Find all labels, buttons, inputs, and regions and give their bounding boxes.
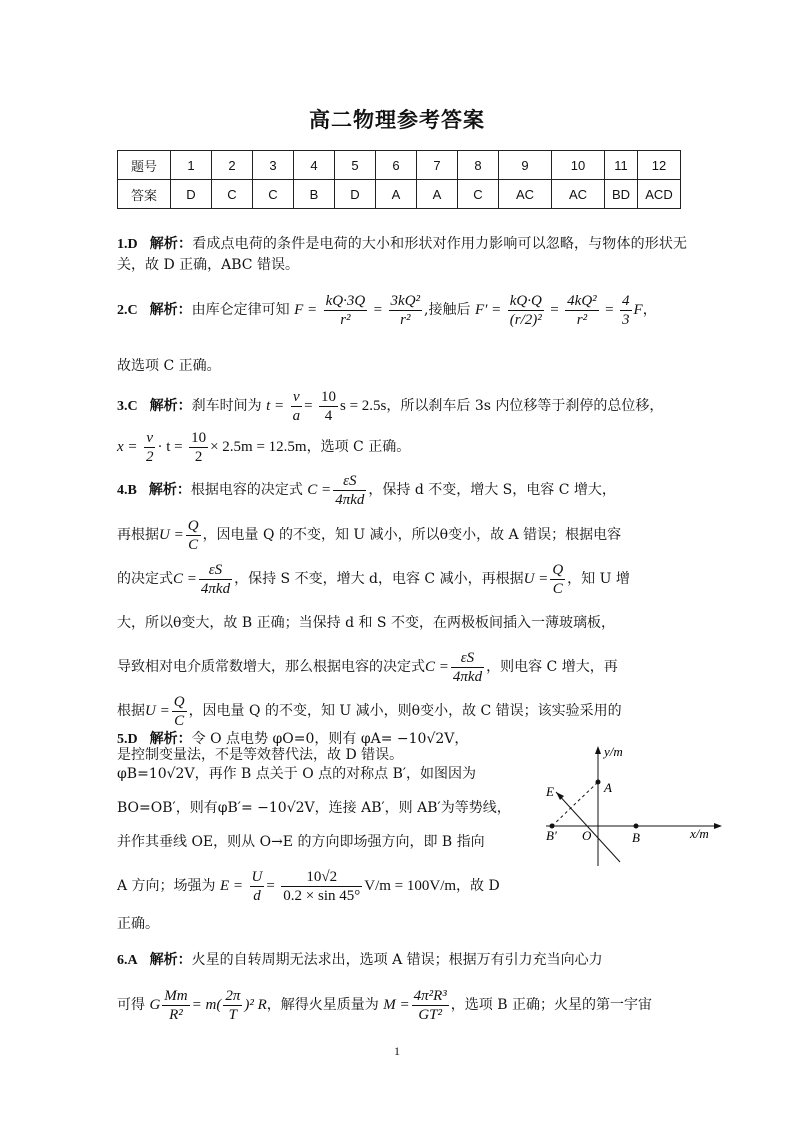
- table-row-numbers: [118, 151, 681, 180]
- q4-u-frac-2: [550, 561, 565, 598]
- q2-frac4-den: r²: [576, 311, 588, 328]
- q6-frac3: [412, 987, 449, 1024]
- q5-line3: BO=OB′，则有φB′= −10√2V，连接 AB′，则 AB′为等势线，: [117, 800, 511, 816]
- table-cell-answer: C: [212, 180, 253, 209]
- q4-text-c3: ，知 U 增: [567, 571, 630, 587]
- q1-label: 解析：: [149, 236, 193, 252]
- q4-text-c2: ，保持 S 不变，增大 d，电容 C 减小，再根据: [234, 571, 524, 587]
- q4-u-num-2: Q: [552, 561, 564, 578]
- q2-g-lhs: F′ =: [474, 302, 502, 318]
- q2-frac3-den: (r/2)²: [509, 311, 542, 328]
- q6-m-lhs: M =: [383, 997, 410, 1013]
- q2-conclusion: 故选项 C 正确。: [117, 358, 221, 374]
- q3-e2-lhs: x =: [117, 439, 138, 455]
- table-cell-number: 8: [458, 151, 499, 180]
- q4-cap-num: εS: [333, 472, 366, 491]
- q5-e-tail: V/m = 100V/m: [364, 878, 457, 894]
- q4-number: 4.B: [117, 483, 137, 498]
- q5-line5a: A 方向；场强为: [117, 878, 216, 894]
- q2-text3: ，: [642, 302, 657, 318]
- q2-f-lhs: F =: [294, 302, 318, 318]
- q6-frac1-den: R²: [169, 1006, 183, 1023]
- q3-frac4-den: 2: [194, 448, 203, 465]
- q2-paragraph: 2.C 解析：由库仑定律可知 F = $\frac{kQ\cdot 3Q}{\text{r²}}$ = $\frac{\text{3kQ²}}{\text{r²}}$ ,接触后 F′ = $\frac{kQ\cdot Q}{\text{(r/2)²}}$ = $\frac{\text{4kQ²}}{\text{r²}}$ = $\frac{4}{3}$ F，: [117, 292, 657, 328]
- q4-cap-lhs: C =: [307, 482, 332, 498]
- q6-frac3-num: 4π²R³: [413, 987, 447, 1004]
- q5-line4: 并作其垂线 OE，则从 O→E 的方向即场强方向，即 B 指向: [117, 834, 485, 850]
- q3-frac1-num: v: [291, 388, 303, 407]
- table-cell-number: 1: [171, 151, 212, 180]
- q2-frac1-den: r²: [340, 311, 351, 328]
- q6-g-mid1: = m(: [191, 997, 222, 1013]
- q6-frac2-den: T: [228, 1006, 237, 1023]
- q2-frac5-num: 4: [622, 292, 630, 309]
- q4-cap-den-3: 4πkd: [452, 668, 483, 685]
- q5-frac2-num: 10√2: [281, 868, 362, 887]
- q6-line1: 火星的自转周期无法求出，选项 A 错误；根据万有引力充当向心力: [191, 952, 603, 968]
- x-axis-arrow-icon: [714, 823, 722, 829]
- table-row-answers: [118, 180, 681, 209]
- q5-line5b: ，故 D: [456, 878, 500, 894]
- q6-g-mid2: )² R: [244, 997, 267, 1013]
- q5-number: 5.D: [117, 732, 138, 747]
- q4-cap-den-2: 4πkd: [200, 580, 231, 597]
- q3-frac2-num: 10: [321, 388, 336, 405]
- q3-paragraph: 3.C 解析：刹车时间为 t = $\frac{v}{a}$ = $\frac{10}{4}$ s = 2.5s，所以刹车后 3s 内位移等于刹停的总位移， x = $\frac{v}{2}$ · t = $\frac{10}{2}$ × 2.5m = 12.5m，选项 C 正确。: [117, 388, 664, 465]
- q4-cap-frac-2: [199, 561, 232, 598]
- q2-frac1: [324, 292, 368, 329]
- table-cell-answer: AC: [499, 180, 552, 209]
- q4-text-e2: ，则电容 C 增大，再: [486, 659, 618, 675]
- q5-paragraph: [117, 722, 527, 859]
- q2-frac3-num: kQ·Q: [509, 292, 542, 309]
- q6-line2a: 可得: [117, 997, 145, 1013]
- q3-number: 3.C: [117, 399, 138, 414]
- q6-line2c: ，选项 B 正确；火星的第一宇宙: [450, 997, 652, 1013]
- q4-u-lhs: U =: [159, 527, 184, 543]
- page-title: 高二物理参考答案: [309, 107, 485, 132]
- q3-frac3: [144, 429, 156, 466]
- q3-frac2: [319, 388, 338, 425]
- q4-text-a2: ，保持 d 不变，增大 S，电容 C 增大，: [368, 482, 616, 498]
- table-cell-number: 7: [417, 151, 458, 180]
- q2-frac3: [508, 292, 544, 329]
- q4-text-e1: 导致相对电介质常数增大，那么根据电容的决定式: [117, 659, 425, 675]
- q4-cap-lhs-2: C =: [173, 571, 197, 587]
- table-cell-answer: C: [253, 180, 294, 209]
- table-cell-answer: B: [294, 180, 335, 209]
- q2-frac4: [565, 292, 599, 329]
- y-axis-label: y/m: [604, 744, 623, 759]
- q2-frac5-tail: F: [633, 302, 643, 318]
- q3-frac3-den: 2: [145, 448, 154, 465]
- q6-line2b: ，解得火星质量为: [266, 997, 379, 1013]
- q4-u-den-2: C: [552, 580, 563, 597]
- q4-label: 解析：: [148, 482, 191, 498]
- q6-paragraph: [117, 938, 687, 1027]
- table-cell-answer: C: [458, 180, 499, 209]
- q4-cap-frac: [333, 472, 366, 509]
- table-cell-number: 3: [253, 151, 294, 180]
- q2-text2: ,接触后: [424, 302, 471, 318]
- q5-label: 解析：: [149, 731, 192, 747]
- label-a: A: [604, 780, 612, 795]
- q2-frac1-num: kQ·3Q: [325, 292, 366, 309]
- table-cell-answer: D: [335, 180, 376, 209]
- q5-paragraph-2: A 方向；场强为 E = $\frac{U}{d}$ = $\frac{10√2}{0.2 \times \sin 45^\circ}$ V/m = 100V/m，故 D: [117, 868, 500, 904]
- table-cell-answer: AC: [552, 180, 605, 209]
- q6-label: 解析：: [149, 952, 192, 968]
- table-cell-number: 11: [605, 151, 638, 180]
- q5-line1: 令 O 点电势 φO=0，则有 φA= −10√2V，: [191, 731, 469, 747]
- q4-cap-num-2: εS: [199, 561, 232, 580]
- table-cell-answer: D: [171, 180, 212, 209]
- q2-text1: 由库仑定律可知: [191, 302, 290, 318]
- answer-table: [117, 150, 681, 209]
- label-e: E: [546, 784, 554, 799]
- y-axis-arrow-icon: [595, 746, 601, 754]
- q6-frac1-num: Mm: [164, 987, 188, 1004]
- q2-label: 解析：: [149, 302, 192, 318]
- q4-text-f1: 根据: [117, 703, 145, 719]
- q6-g-lhs: G: [149, 997, 161, 1013]
- q4-text-b1: 再根据: [117, 527, 159, 543]
- q4-u-den: C: [188, 536, 199, 553]
- q5-frac1-den: d: [253, 887, 261, 904]
- q2-frac5-den: 3: [622, 311, 630, 328]
- q3-e1-tail: s = 2.5s: [340, 398, 387, 414]
- q3-frac4-num: 10: [191, 429, 207, 446]
- q4-u-frac: [186, 517, 201, 554]
- table-cell-number: 10: [552, 151, 605, 180]
- q4-text-d1: 大，所以θ变大，故 B 正确；当保持 d 和 S 不变，在两极板间插入一薄玻璃板，: [117, 615, 615, 631]
- q5-frac2-den: 0.2 × sin 45°: [283, 887, 361, 904]
- point-a: [596, 780, 601, 785]
- q2-frac2: [389, 292, 423, 329]
- q4-u-num-3: Q: [173, 693, 185, 710]
- table-header-answer: 答案: [118, 180, 171, 209]
- q3-frac3-num: v: [144, 429, 156, 448]
- q4-u-lhs-3: U =: [145, 703, 170, 719]
- line-ab-prime: [552, 782, 598, 826]
- q4-u-num: Q: [187, 517, 199, 534]
- table-cell-number: 2: [212, 151, 253, 180]
- q1-number: 1.D: [117, 237, 138, 252]
- line-oe: [556, 792, 620, 862]
- q4-cap-num-3: εS: [451, 649, 484, 668]
- q4-text-c1: 的决定式: [117, 571, 173, 587]
- q2-frac5: [620, 292, 632, 329]
- table-cell-number: 4: [294, 151, 335, 180]
- q5-line2: φB=10√2V，再作 B 点关于 O 点的对称点 B′，如图因为: [117, 766, 477, 782]
- q3-text1: 刹车时间为: [191, 398, 262, 414]
- q5-e-lhs: E =: [220, 878, 244, 894]
- table-cell-answer: A: [376, 180, 417, 209]
- q3-frac1: [291, 388, 303, 425]
- q3-frac2-den: 4: [324, 407, 333, 424]
- page-number: 1: [394, 1044, 400, 1058]
- q5-frac1-num: U: [251, 868, 263, 885]
- q5-frac1: [250, 868, 265, 905]
- q3-e2-mid: · t =: [157, 439, 183, 455]
- q6-frac1: [162, 987, 189, 1024]
- table-header-number: 题号: [118, 151, 171, 180]
- q3-text2: ，所以刹车后 3s 内位移等于刹停的总位移，: [386, 398, 664, 414]
- q3-text3: ，选项 C 正确。: [306, 439, 411, 455]
- label-o: O: [582, 828, 592, 843]
- q2-frac2-den: r²: [400, 311, 411, 328]
- point-b: [634, 824, 639, 829]
- q3-frac1-den: a: [292, 407, 301, 424]
- q4-cap-lhs-3: C =: [425, 659, 449, 675]
- x-axis-label: x/m: [690, 826, 709, 841]
- q1-text: 看成点电荷的条件是电荷的大小和形状对作用力影响可以忽略，与物体的形状无关，故 D 正确，ABC 错误。: [117, 236, 688, 273]
- table-cell-answer: BD: [605, 180, 638, 209]
- table-cell-number: 6: [376, 151, 417, 180]
- q3-label: 解析：: [149, 398, 192, 414]
- table-cell-number: 5: [335, 151, 376, 180]
- q4-text-a1: 根据电容的决定式: [190, 482, 303, 498]
- q4-u-den-3: C: [174, 712, 185, 729]
- table-cell-number: 12: [638, 151, 681, 180]
- table-cell-answer: A: [417, 180, 458, 209]
- q6-frac2: [223, 987, 242, 1024]
- q1-paragraph: [117, 234, 687, 275]
- q5-frac2: [281, 868, 362, 905]
- q4-text-b2: ，因电量 Q 的不变，知 U 减小，所以θ变小，故 A 错误；根据电容: [202, 527, 622, 543]
- q2-frac2-num: 3kQ²: [390, 292, 421, 309]
- q4-text-g1: 是控制变量法，不是等效替代法，故 D 错误。: [117, 747, 404, 763]
- q5-line6: 正确。: [117, 916, 159, 932]
- label-b-prime: B′: [546, 828, 557, 843]
- q5-diagram: [536, 742, 726, 872]
- q4-text-f2: ，因电量 Q 的不变，知 U 减小，则θ变小，故 C 错误；该实验采用的: [188, 703, 622, 719]
- q3-e1-lhs: t =: [266, 398, 285, 414]
- q6-number: 6.A: [117, 953, 138, 968]
- q6-frac2-num: 2π: [225, 987, 241, 1004]
- q3-e2-tail: × 2.5m = 12.5m: [210, 439, 307, 455]
- q4-cap-frac-3: [451, 649, 484, 686]
- q4-cap-den: 4πkd: [335, 491, 365, 508]
- label-b: B: [632, 830, 640, 845]
- q6-frac3-den: GT²: [418, 1006, 442, 1023]
- q2-frac4-num: 4kQ²: [567, 292, 597, 309]
- table-cell-number: 9: [499, 151, 552, 180]
- q3-frac4: [189, 429, 208, 466]
- q2-number: 2.C: [117, 303, 138, 318]
- q4-u-lhs-2: U =: [523, 571, 549, 587]
- table-cell-answer: ACD: [638, 180, 681, 209]
